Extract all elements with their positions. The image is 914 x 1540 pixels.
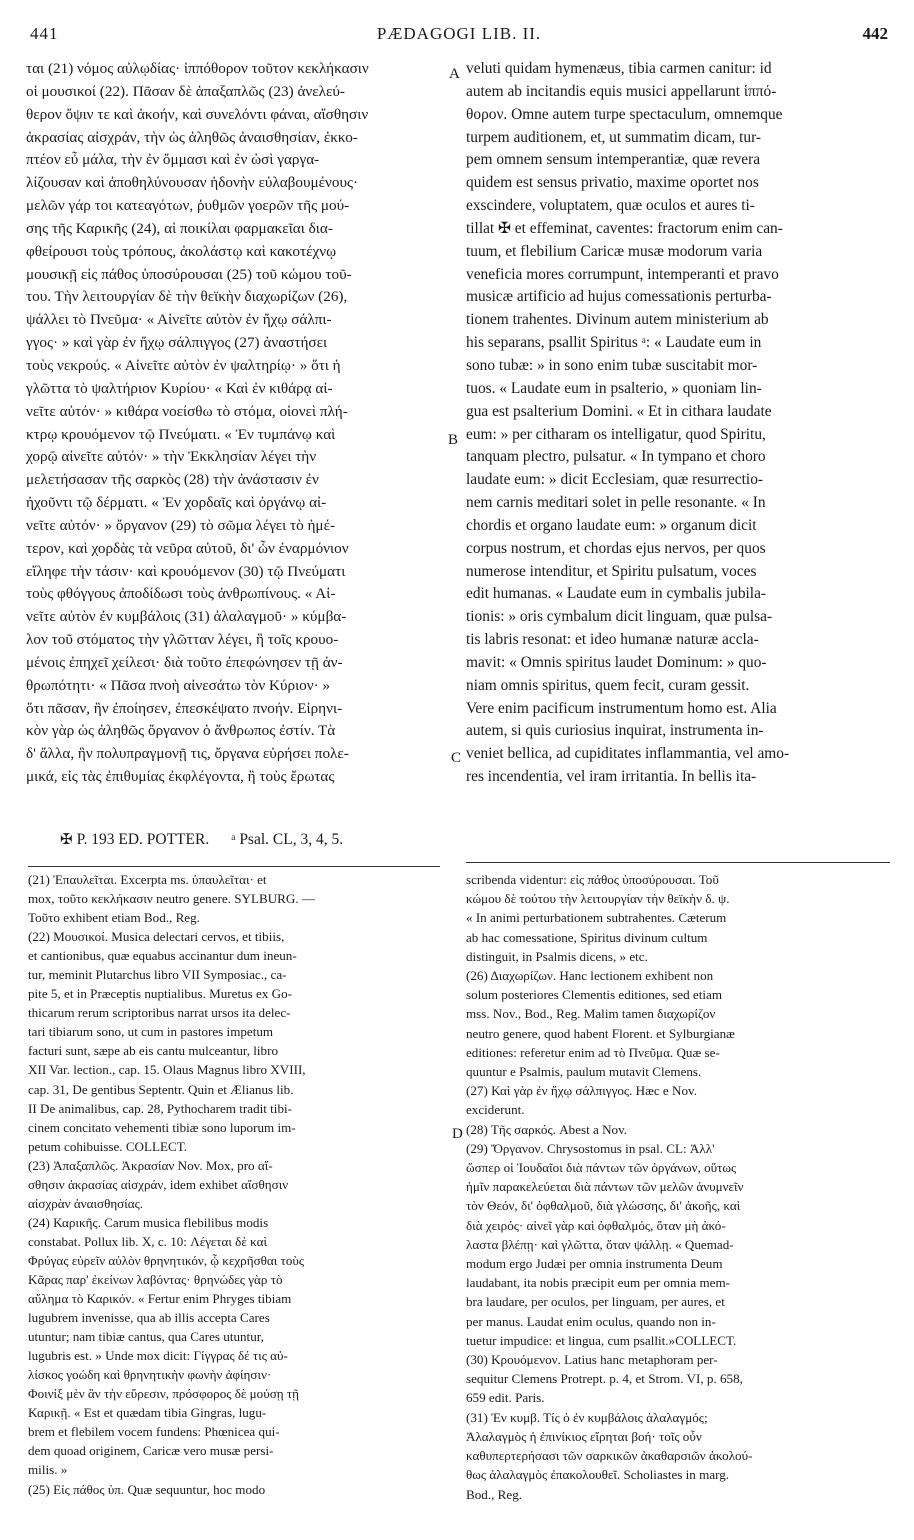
footnote-line: mss. Nov., Bod., Reg. Malim tamen διαχωρίζον — [466, 1006, 716, 1022]
footnotes-right-column — [466, 870, 890, 1504]
footnote-line: per manus. Laudat enim oculus, quando non in- — [466, 1313, 716, 1329]
footnote-line: XII Var. lection., cap. 15. Olaus Magnus libro XVIII, — [28, 1062, 306, 1078]
greek-text-line: μελῶν γάρ τοι κατεαγότων, ῥυθμῶν γοερῶν τῆς μού- — [26, 197, 350, 215]
greek-text-line: γγος· » καὶ γὰρ ἐν ἤχῳ σάλπιγγος (27) ἀναστήσει — [26, 334, 328, 352]
latin-text-line: veluti quidam hymenæus, tibia carmen canitur: id — [466, 60, 772, 77]
footnote-line: (25) Εἰς πάθος ὑπ. Quæ sequuntur, hoc modo — [28, 1481, 266, 1497]
greek-text-line: μένοις ἐπηχεῖ χείλεσι· διὰ τοῦτο ἐπεφώνησεν τῇ ἀν- — [26, 653, 343, 671]
margin-letter-a: A — [449, 66, 460, 82]
footnote-line: ἡμῖν παρακελεύεται διὰ πάντων τῶν μελῶν ἀνυμνεῖν — [466, 1179, 744, 1195]
latin-text-line: tionis: » oris cymbalum dicit linguam, quæ pulsa- — [466, 608, 773, 626]
greek-text-line: θρωπότητι· « Πᾶσα πνοὴ αἰνεσάτω τὸν Κύριον· » — [26, 676, 331, 694]
greek-text-column — [26, 58, 444, 789]
footnote-line: καθυπερτερήσασι τῶν σαρκικῶν ἀκαθαρσιῶν ἀκολού- — [466, 1448, 753, 1464]
greek-text-line: λίζουσαν καὶ ἀποθηλύνουσαν ἡδονὴν εὐλαβουμένους· — [26, 174, 359, 192]
latin-text-line: tanquam plectro, pulsatur. « In tympano et choro — [466, 448, 766, 466]
latin-text-line: tionem trahentes. Divinum autem ministerium ab — [466, 311, 769, 329]
footnote-line: ὥσπερ οἱ Ἰουδαῖοι διὰ πάντων τῶν ὀργάνων, οὕτως — [466, 1160, 737, 1176]
footnote-line: et cantionibus, quæ equabus accinantur dum ineun- — [28, 948, 297, 964]
footnote-line: cinem concitato vehementi tibiæ sono luporum im- — [28, 1119, 296, 1135]
footnote-line: (30) Κρουόμενον. Latius hanc metaphoram per- — [466, 1352, 718, 1368]
latin-text-line: tuos. « Laudate eum in psalterio, » quoniam lin- — [466, 379, 762, 397]
greek-text-line: μικά, εἰς τὰς ἐπιθυμίας ἐκφλέγοντα, ἢ τοὺς ἔρωτας — [26, 768, 335, 786]
footnote-line: laudabant, ita nobis præcipit eum per omnia mem- — [466, 1275, 730, 1291]
footnote-line: Κᾶρας παρ' ἐκείνων λαβόντας· θρηνώδες γὰρ τὸ — [28, 1271, 283, 1287]
greek-text-line: οἱ μουσικοί (22). Πᾶσαν δὲ ἁπαξαπλῶς (23) ἀνελεύ- — [26, 82, 345, 100]
latin-text-line: autem, si quis curiosius inquirat, instrumenta in- — [466, 722, 764, 740]
margin-letter-c: C — [451, 750, 462, 766]
greek-text-line: γλῶττα τὸ ψαλτήριον Κυρίου· « Καὶ ἐν κιθάρᾳ αἰ- — [26, 379, 333, 397]
footnote-rule-right — [466, 862, 890, 863]
footnote-line: tari tibiarum sono, ut cum in pastores impetum — [28, 1024, 274, 1040]
footnote-line: (29) Ὄργανον. Chrysostomus in psal. CL: Ἀλλ' — [466, 1140, 715, 1156]
latin-text-line: gua est psalterium Domini. « Et in cithara laudate — [466, 402, 772, 420]
latin-text-line: res incendentia, vel iram irritantia. In bellis ita- — [466, 768, 757, 786]
footnote-line: brem et flebilem vocem fundens: Phœnicea qui- — [28, 1424, 280, 1440]
footnote-line: facturi sunt, sæpe ab eis cantu mulceantur, libro — [28, 1043, 279, 1059]
footnote-line: (22) Μουσικοί. Musica delectari cervos, et tibiis, — [28, 929, 285, 945]
latin-text-line: niam omnis spiritus, quem fecit, curam gessit. — [466, 676, 750, 694]
greek-text-line: σης τῆς Καρικῆς (24), αἱ ποικίλαι φαρμακεῖαι δια- — [26, 219, 333, 237]
latin-text-line: turpem auditionem, et, ut summatim dicam, tur- — [466, 128, 762, 146]
greek-text-line: εἴληφε τὴν τάσιν· καὶ κρουόμενον (30) τῷ Πνεύματι — [26, 562, 346, 580]
footnote-line: διὰ χειρός· αἰνεῖ γὰρ καὶ ὀφθαλμός, ὅταν μὴ ἀκό- — [466, 1217, 726, 1233]
footnote-line: neutro genere, quod habent Florent. et Sylburgianæ — [466, 1025, 735, 1041]
footnote-line: solum posteriores Clementis editiones, sed etiam — [466, 987, 723, 1003]
latin-text-line: sono tubæ: » in sono enim tubæ suscitabit mor- — [466, 356, 758, 374]
footnote-line: quuntur e Psalmis, paulum mutavit Clemens. — [466, 1064, 702, 1080]
latin-text-line: pem omnem sensum intemperantiæ, quæ revera — [466, 151, 761, 169]
footnote-line: Τοῦτο exhibent etiam Bod., Reg. — [28, 910, 200, 926]
latin-text-line: veniet bellica, ad cupiditates inflammantia, vel amo- — [466, 745, 790, 763]
footnote-line: τὸν Θεόν, δι' ὀφθαλμοῦ, διὰ γλώσσης, δι' ἀκοῆς, καὶ — [466, 1198, 741, 1214]
footnote-line: (26) Διαχωρίζων. Hanc lectionem exhibent non — [466, 968, 714, 984]
footnote-line: II De animalibus, cap. 28, Pythocharem tradit tibi- — [28, 1100, 292, 1116]
greek-text-line: μουσικῇ εἰς πάθος ὑποσύρουσαι (25) τοῦ κώμου τοῦ- — [26, 265, 352, 283]
footnote-line: constabat. Pollux lib. X, c. 10: Λέγεται δὲ καὶ — [28, 1233, 267, 1249]
greek-text-line: θερον ὄψιν τε καὶ ἀκοήν, καὶ συνελόντι φάναι, αἴσθησιν — [26, 105, 369, 123]
greek-text-line: ἠχοῦντι τῷ δέρματι. « Ἐν χορδαῖς καὶ ὀργάνῳ αἰ- — [26, 494, 327, 512]
psalm-reference: ᵃ Psal. CL, 3, 4, 5. — [231, 831, 344, 848]
greek-text-line: δ' ἄλλα, ἣν πολυπραγμονῇ τις, ὄργανα εὑρήσει πολε- — [26, 745, 349, 763]
footnote-line: lugubrem invenisse, qua ab illis accepta Cares — [28, 1310, 270, 1326]
greek-text-line: λον τοῦ στόματος τὴν γλῶτταν λέγει, ἣ τοῖς κρουο- — [26, 631, 339, 649]
greek-text-line: τοὺς φθόγγους ἀποδίδωσι τοὺς ἀνθρωπίνους. « Αἰ- — [26, 585, 336, 603]
footnote-line: tur, meminit Plutarchus libro VII Symposiac., ca- — [28, 967, 287, 983]
latin-text-line: tis labris resonat: et ideo humanæ naturæ accla- — [466, 631, 759, 649]
greek-text-line: χορῷ αἰνεῖτε αὐτόν· » τὴν Ἐκκλησίαν λέγει τὴν — [26, 448, 317, 466]
footnote-line: bra laudare, per oculos, per linguam, per aures, et — [466, 1294, 725, 1310]
footnote-line: Bod., Reg. — [466, 1486, 523, 1502]
latin-text-line: musicæ artificio ad hujus comessationis perturba- — [466, 288, 772, 306]
footnote-line: milis. » — [28, 1462, 68, 1478]
footnote-line: (28) Τῆς σαρκός. Abest a Nov. — [466, 1121, 628, 1137]
footnote-line: αὔλημα τὸ Καρικόν. « Fertur enim Phryges tibiam — [28, 1291, 292, 1307]
latin-text-line: exscindere, voluptatem, quæ oculos et aures ti- — [466, 197, 755, 215]
greek-text-line: φθείρουσι τοὺς τρόπους, ἀκολάστῳ καὶ κακοτέχνῳ — [26, 242, 337, 260]
footnote-line: distinguit, in Psalmis dicens, » etc. — [466, 948, 648, 964]
margin-letter-d: D — [452, 1126, 463, 1142]
margin-letter-b: B — [448, 432, 459, 448]
footnote-line: petum cohibuisse. COLLECT. — [28, 1138, 188, 1154]
latin-text-line: eum: » per citharam os intelligatur, quod Spiritu, — [466, 425, 766, 443]
footnote-line: ab hac comessatione, Spiritus divinum cultum — [466, 929, 708, 945]
running-title: PÆDAGOGI LIB. II. — [376, 24, 542, 43]
page-number-left: 441 — [30, 24, 59, 43]
greek-text-line: πτέον εὖ μάλα, τὴν ἐν ὄμμασι καὶ ἐν ὠσὶ γαργα- — [26, 151, 320, 169]
footnote-line: dem quoad originem, Caricæ vero musæ persi- — [28, 1443, 274, 1459]
latin-text-line: autem ab incitandis equis musici appellarunt ἱππό- — [466, 82, 777, 100]
footnote-line: mox, τοῦτο κεκλήκασιν neutro genere. SYLBURG. — — [28, 891, 316, 907]
footnote-line: modum ergo Judæi per omnia instrumenta Deum — [466, 1256, 723, 1272]
footnote-line: (21) Ἐπαυλεῖται. Excerpta ms. ὑπαυλεῖται· et — [28, 872, 267, 887]
footnote-line: lugubris est. » Unde mox dicit: Γίγγρας δέ τις αὐ- — [28, 1348, 288, 1364]
latin-text-line: Vere enim pacificum instrumentum homo est. Alia — [466, 699, 777, 717]
footnote-line: pite 5, et in Præceptis nuptialibus. Muretus ex Go- — [28, 986, 293, 1002]
greek-text-line: νεῖτε αὐτόν· » κιθάρα νοείσθω τὸ στόμα, οἱονεὶ πλή- — [26, 402, 348, 420]
footnote-rule-left — [28, 866, 440, 867]
footnote-line: αἰσχρὰν ἀναισθησίας. — [28, 1195, 144, 1211]
greek-text-line: ὅτι πᾶσαν, ἣν ἐποίησεν, ἐπεσκέψατο πνοήν. Εἰρηνι- — [26, 699, 343, 717]
footnote-line: scribenda videntur: εἰς πάθος ὑποσύρουσαι. Τοῦ — [466, 872, 719, 887]
footnote-line: tuetur impudice: et lingua, cum psallit.»COLLECT. — [466, 1332, 737, 1348]
footnote-line: Ἀλαλαγμὸς ἡ ἐπινίκιος εἴρηται βοή· τοῖς οὖν — [466, 1428, 702, 1444]
footnote-line: λαστα βλέπῃ· καὶ γλῶττα, ὅταν ψάλλῃ. « Quemad- — [466, 1236, 734, 1252]
latin-text-line: laudate eum: » dicit Ecclesiam, quæ resurrectio- — [466, 471, 764, 489]
edition-reference-line — [60, 830, 343, 849]
greek-text-line: νεῖτε αὐτὸν ἐν κυμβάλοις (31) ἀλαλαγμοῦ· » κύμβα- — [26, 608, 347, 626]
footnote-line: utuntur; nam tibiæ cantus, qua Cares utuntur, — [28, 1329, 264, 1345]
latin-text-line: θορον. Omne autem turpe spectaculum, omnemque — [466, 105, 783, 123]
latin-text-line: numerose intenditur, et Spiritu pulsatum, voces — [466, 562, 757, 580]
greek-text-line: ψάλλει τὸ Πνεῦμα· « Αἰνεῖτε αὐτὸν ἐν ἤχῳ σάλπι- — [26, 311, 332, 329]
footnote-line: « In animi perturbationem subtrahentes. Cæterum — [466, 910, 727, 926]
footnote-line: Φοινίξ μὲν ἂν τὴν εὕρεσιν, πρόσφορος δὲ μούσῃ τῇ — [28, 1386, 299, 1402]
latin-text-line: mavit: « Omnis spiritus laudet Dominum: » quo- — [466, 653, 767, 671]
potter-edition-ref: P. 193 ED. POTTER. — [76, 831, 210, 848]
latin-text-line: tuum, et flebilium Caricæ musæ modorum varia — [466, 242, 763, 260]
footnote-line: Καρικῇ. « Est et quædam tibia Gingras, lugu- — [28, 1405, 267, 1421]
footnote-line: exciderunt. — [466, 1102, 525, 1118]
footnote-line: sequitur Clemens Protrept. p. 4, et Strom. VI, p. 658, — [466, 1371, 743, 1387]
greek-text-line: ἀκρασίας αἰσχράν, τὴν ὡς ἀληθῶς ἀναισθησίαν, ἐκκο- — [26, 128, 358, 146]
footnotes-left-column — [28, 870, 440, 1499]
footnote-line: θως ἀλαλαγμὸς ἐπακολουθεῖ. Scholiastes in marg. — [466, 1467, 730, 1483]
latin-text-line: quidem est sensus privatio, maxime oportet nos — [466, 174, 759, 192]
cross-mark-icon: ✠ — [60, 832, 73, 848]
footnote-line: λίσκος γοώδη καὶ θρηνητικὴν φωνὴν ἀφίησιν· — [28, 1367, 272, 1383]
greek-text-line: κὸν γὰρ ὡς ἀληθῶς ὄργανον ὁ ἄνθρωπος ἐστίν. Τὰ — [26, 722, 336, 740]
footnote-line: σθησιν ἀκρασίας αἰσχράν, idem exhibet αἴσθησιν — [28, 1176, 289, 1192]
greek-text-line: κτρῳ κρουόμενον τῷ Πνεύματι. « Ἐν τυμπάνῳ καὶ — [26, 425, 336, 443]
footnote-line: (27) Καὶ γὰρ ἐν ἤχῳ σάλπιγγος. Hæc e Nov. — [466, 1083, 697, 1099]
page-number-right: 442 — [862, 24, 888, 43]
greek-text-line: νεῖτε αὐτόν· » ὄργανον (29) τὸ σῶμα λέγει τὸ ἡμέ- — [26, 516, 336, 534]
latin-text-line: nem carnis meditari solet in pelle resonante. « In — [466, 494, 766, 512]
greek-text-line: του. Τὴν λειτουργίαν δὲ τὴν θεϊκὴν διαχωρίζων (26), — [26, 288, 348, 306]
latin-text-line: his separans, psallit Spiritus ᵃ: « Laudate eum in — [466, 334, 762, 352]
footnote-line: (23) Ἁπαξαπλῶς. Ἀκρασίαν Nov. Mox, pro αἴ- — [28, 1157, 273, 1173]
latin-text-column — [466, 58, 890, 789]
greek-text-line: τοὺς νεκρούς. « Αἰνεῖτε αὐτὸν ἐν ψαλτηρίῳ· » ὅτι ἡ — [26, 356, 341, 374]
footnote-line: 659 edit. Paris. — [466, 1390, 545, 1406]
greek-text-line: μελετήσασαν τῆς σαρκὸς (28) τὴν ἀνάστασιν ἐν — [26, 471, 319, 489]
footnote-line: editiones: referetur enim ad τὸ Πνεῦμα. Quæ se- — [466, 1044, 720, 1060]
latin-text-line: chordis et organo laudate eum: » organum dicit — [466, 516, 757, 534]
footnote-line: κώμου δὲ τούτου τὴν λειτουργίαν τὴν θεϊκὴν δ. ψ. — [466, 891, 730, 907]
page-header — [30, 24, 888, 48]
footnote-line: (24) Καρικῆς. Carum musica flebilibus modis — [28, 1214, 269, 1230]
footnote-line: Φρύγας εὑρεῖν αὐλὸν θρηνητικόν, ᾧ κεχρῆσθαι τοὺς — [28, 1252, 305, 1268]
footnote-line: thicarum rerum scriptoribus narrat ursos ita delec- — [28, 1005, 291, 1021]
latin-text-line: veneficia mores corrumpunt, intemperanti et pravo — [466, 265, 779, 283]
latin-text-line: edit humanas. « Laudate eum in cymbalis jubila- — [466, 585, 767, 603]
greek-text-line: ται (21) νόμος αὐλῳδίας· ἱππόθορον τοῦτον κεκλήκασιν — [26, 60, 369, 77]
greek-text-line: τερον, καὶ χορδὰς τὰ νεῦρα αὐτοῦ, δι' ὧν ἐναρμόνιον — [26, 539, 349, 557]
footnote-line: (31) Ἐν κυμβ. Τίς ὁ ἐν κυμβάλοις ἀλαλαγμός; — [466, 1409, 708, 1425]
latin-text-line: tillat ✠ et effeminat, caventes: fractorum enim can- — [466, 219, 783, 237]
footnote-line: cap. 31, De gentibus Septentr. Quin et Ælianus lib. — [28, 1081, 294, 1097]
latin-text-line: corpus nostrum, et chordas ejus nervos, per quos — [466, 539, 766, 557]
